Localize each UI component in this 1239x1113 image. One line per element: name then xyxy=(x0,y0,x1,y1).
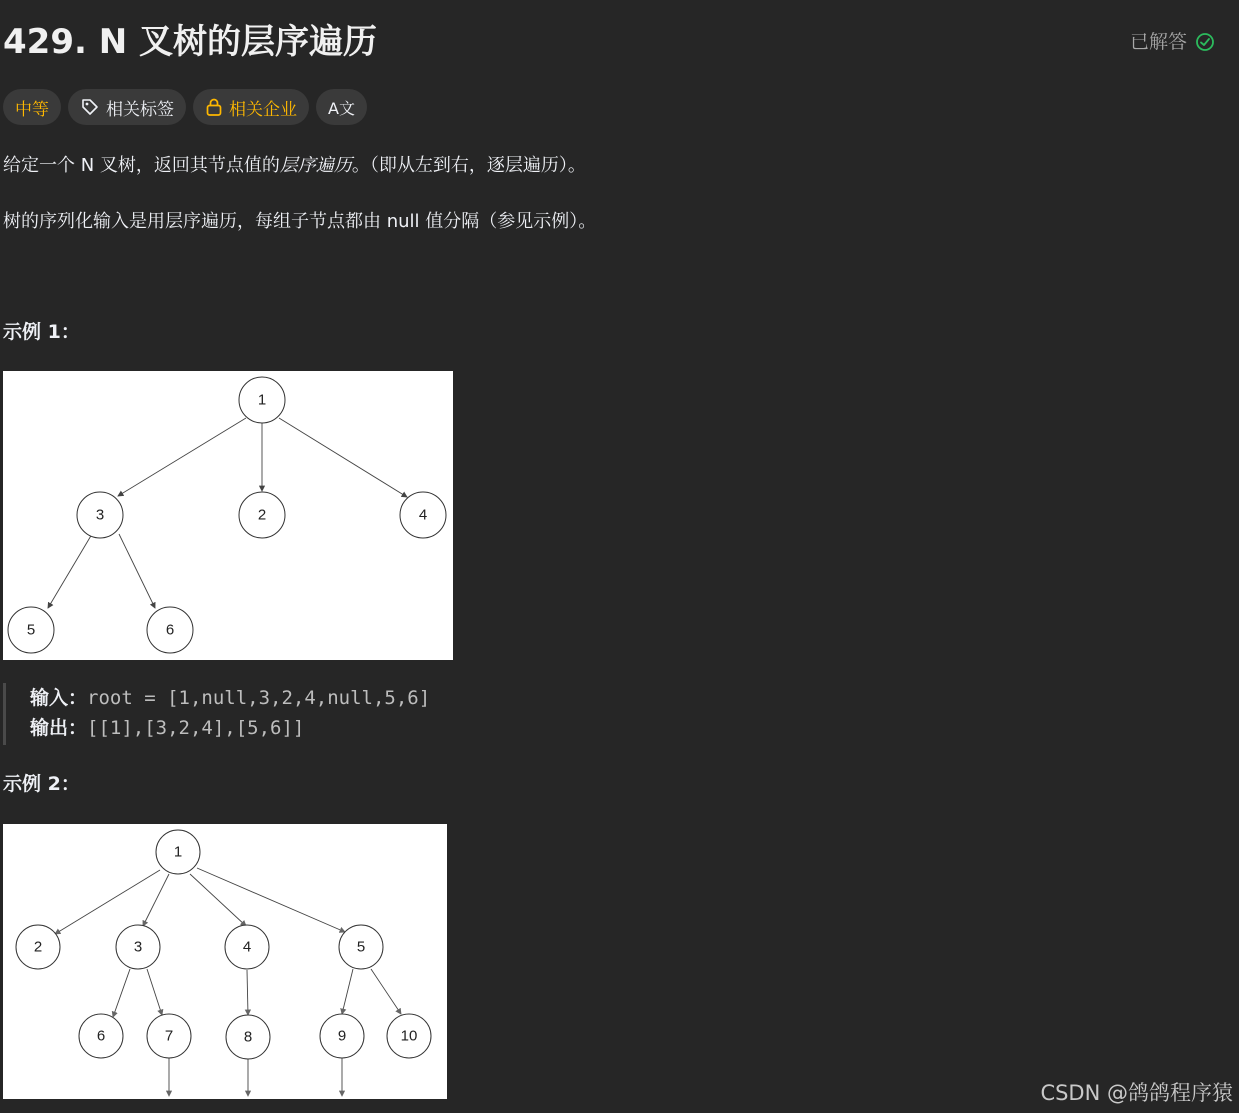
tree-node xyxy=(387,1014,431,1058)
example-1-input xyxy=(30,683,603,713)
tree-node xyxy=(400,492,446,538)
example-1-tree-image xyxy=(3,371,453,660)
svg-text:10: 10 xyxy=(400,1027,418,1045)
edge-1-3 xyxy=(143,874,169,926)
tree-node xyxy=(339,925,383,969)
tree-node xyxy=(116,925,160,969)
tree-node xyxy=(239,492,285,538)
svg-text:2: 2 xyxy=(33,938,43,956)
svg-text:4: 4 xyxy=(242,938,252,956)
related-topics-button[interactable] xyxy=(68,89,186,125)
svg-text:5: 5 xyxy=(356,938,366,956)
description-emphasis: 层序遍历 xyxy=(279,155,352,176)
edge-5-9 xyxy=(342,969,353,1014)
example-1-heading: 示例 1： xyxy=(3,321,80,343)
solved-label: 已解答 xyxy=(1129,31,1187,53)
tree-node xyxy=(79,1014,123,1058)
svg-text:5: 5 xyxy=(26,621,36,639)
edge-4-8 xyxy=(247,970,248,1015)
example-1-io xyxy=(3,683,603,745)
description-line-1-suffix: 。（即从左到右，逐层遍历）。 xyxy=(351,155,586,176)
translate-icon: A文 xyxy=(328,98,355,118)
output-value: [[1],[3,2,4],[5,6]] xyxy=(87,717,305,739)
solved-status xyxy=(1130,28,1215,56)
edge-1-4 xyxy=(279,418,407,497)
tree-node xyxy=(239,377,285,423)
difficulty-badge[interactable] xyxy=(3,89,61,125)
edge-1-4 xyxy=(190,874,246,926)
edge-3-7 xyxy=(147,969,162,1015)
description-line-1 xyxy=(3,152,586,180)
svg-text:4: 4 xyxy=(418,506,428,524)
tree-node xyxy=(156,830,200,874)
tree-node xyxy=(226,1015,270,1059)
difficulty-label: 中等 xyxy=(15,99,49,120)
svg-text:3: 3 xyxy=(95,506,105,524)
example-1-output xyxy=(30,713,603,743)
svg-text:1: 1 xyxy=(173,843,183,861)
tree-node xyxy=(320,1014,364,1058)
tag-icon xyxy=(80,97,100,117)
edge-1-5 xyxy=(197,868,345,932)
edge-3-6 xyxy=(113,969,130,1017)
edge-5-10 xyxy=(371,969,401,1014)
description-line-2: 树的序列化输入是用层序遍历，每组子节点都由 null 值分隔（参见示例）。 xyxy=(3,211,597,232)
tree-node xyxy=(8,607,54,653)
lock-icon xyxy=(205,97,223,117)
svg-text:7: 7 xyxy=(164,1027,174,1045)
problem-title: 429. N 叉树的层序遍历 xyxy=(3,22,378,62)
related-companies-label: 相关企业 xyxy=(229,99,297,120)
svg-text:6: 6 xyxy=(96,1027,106,1045)
edge-3-6 xyxy=(119,534,155,608)
translate-button[interactable] xyxy=(316,89,367,125)
svg-text:6: 6 xyxy=(165,621,175,639)
description-line-1-prefix: 给定一个 N 叉树，返回其节点值的 xyxy=(3,155,280,176)
svg-text:8: 8 xyxy=(243,1028,253,1046)
tree-node xyxy=(77,492,123,538)
svg-text:1: 1 xyxy=(257,391,267,409)
tree-node xyxy=(147,1014,191,1058)
svg-text:3: 3 xyxy=(133,938,143,956)
input-value: root = [1,null,3,2,4,null,5,6] xyxy=(87,687,431,709)
tree-node xyxy=(16,925,60,969)
check-circle-icon xyxy=(1195,32,1215,52)
svg-text:2: 2 xyxy=(257,506,267,524)
example-2-heading: 示例 2： xyxy=(3,773,80,795)
csdn-watermark: CSDN @鸽鸽程序猿 xyxy=(1040,1081,1233,1105)
edge-1-3 xyxy=(118,418,246,496)
related-companies-button[interactable] xyxy=(193,89,309,125)
example-2-tree-image xyxy=(3,824,447,1099)
input-label: 输入： xyxy=(30,687,88,709)
tree-node xyxy=(147,607,193,653)
svg-text:9: 9 xyxy=(337,1027,347,1045)
related-topics-label: 相关标签 xyxy=(106,99,174,120)
output-label: 输出： xyxy=(30,717,88,739)
edge-3-5 xyxy=(48,534,92,608)
tag-row xyxy=(3,89,367,125)
tree-node xyxy=(225,925,269,969)
